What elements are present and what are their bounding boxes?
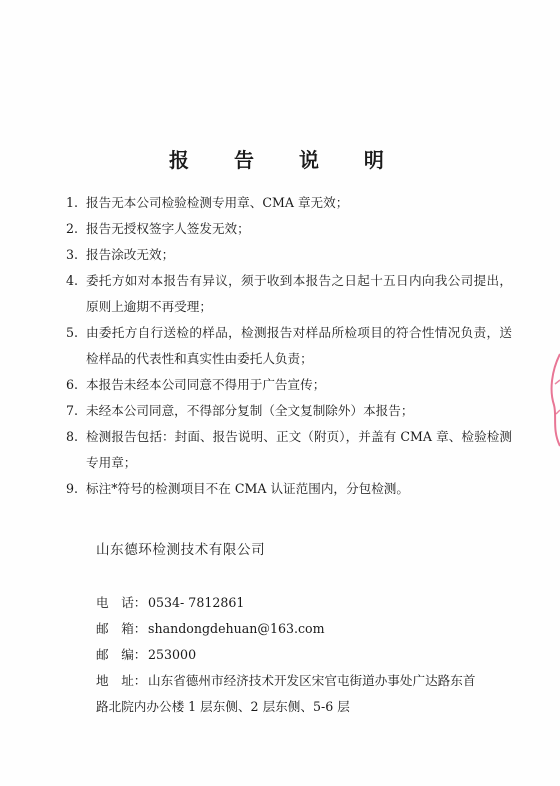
address-row: [96, 668, 516, 694]
contact-block: [96, 590, 516, 720]
list-item: [66, 424, 512, 476]
list-item: [66, 372, 512, 398]
postcode-row: [96, 642, 516, 668]
email-value: shandongdehuan@163.com: [148, 621, 325, 636]
item-number: 5.: [66, 325, 79, 340]
item-number: 2.: [66, 221, 79, 236]
email-label: 邮 箱：: [96, 621, 147, 636]
item-text: 报告涂改无效；: [86, 247, 175, 262]
item-number: 6.: [66, 377, 79, 392]
email-row: [96, 616, 516, 642]
item-text: 未经本公司同意，不得部分复制（全文复制除外）本报告；: [86, 403, 414, 418]
item-number: 3.: [66, 247, 79, 262]
item-number: 1.: [66, 195, 79, 210]
postcode-value: 253000: [148, 647, 197, 662]
address-line2: 路北院内办公楼 1 层东侧、2 层东侧、5-6 层: [96, 699, 350, 714]
postcode-label: 邮 编：: [96, 647, 147, 662]
address-line1: 山东省德州市经济技术开发区宋官屯街道办事处广达路东首: [148, 673, 476, 688]
item-text: 本报告未经本公司同意不得用于广告宣传；: [86, 377, 326, 392]
company-name: 山东德环检测技术有限公司: [96, 542, 266, 558]
item-number: 4.: [66, 273, 79, 288]
notes-list: [66, 190, 512, 502]
address-label: 地 址：: [96, 673, 147, 688]
list-item: [66, 268, 512, 320]
item-text: 报告无授权签字人签发无效；: [86, 221, 250, 236]
item-text: 委托方如对本报告有异议，须于收到本报告之日起十五日内向我公司提出，原则上逾期不再受理；: [86, 273, 512, 314]
phone-value: 0534- 7812861: [148, 595, 245, 610]
list-item: [66, 242, 512, 268]
item-number: 7.: [66, 403, 79, 418]
list-item: [66, 320, 512, 372]
list-item: [66, 190, 512, 216]
seal-edge-mark: [546, 350, 560, 450]
list-item: [66, 476, 512, 502]
item-text: 报告无本公司检验检测专用章、CMA 章无效；: [86, 195, 349, 210]
item-number: 9.: [66, 481, 79, 496]
list-item: [66, 216, 512, 242]
item-text: 标注*符号的检测项目不在 CMA 认证范围内，分包检测。: [86, 481, 409, 496]
item-text: 检测报告包括：封面、报告说明、正文（附页），并盖有 CMA 章、检验检测专用章；: [86, 429, 512, 470]
page-title: 报 告 说 明: [169, 148, 403, 172]
item-text: 由委托方自行送检的样品，检测报告对样品所检项目的符合性情况负责，送检样品的代表性和真实性由委托人负责；: [86, 325, 512, 366]
phone-row: [96, 590, 516, 616]
item-number: 8.: [66, 429, 79, 444]
phone-label: 电 话：: [96, 595, 147, 610]
list-item: [66, 398, 512, 424]
